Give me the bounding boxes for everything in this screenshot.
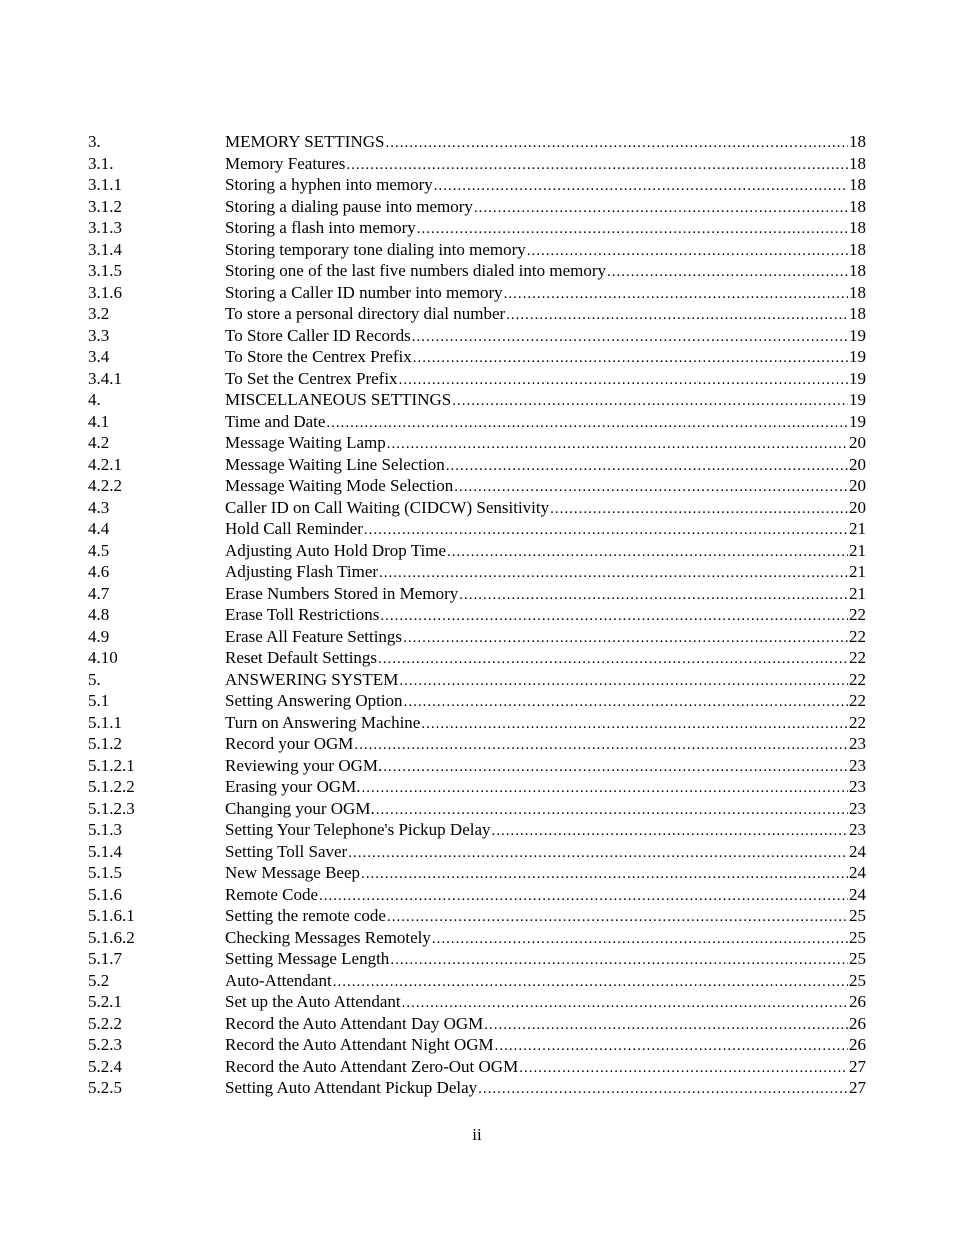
- toc-entry[interactable]: [88, 1056, 866, 1078]
- toc-entry[interactable]: [88, 368, 866, 390]
- toc-entry-page: 18: [849, 304, 866, 323]
- toc-entry-number: 4.: [88, 390, 101, 409]
- toc-entry-title: Record your OGM: [225, 734, 354, 753]
- dot-leader: [346, 155, 848, 177]
- toc-entry[interactable]: [88, 841, 866, 863]
- toc-entry[interactable]: [88, 798, 866, 820]
- toc-entry-title: To Set the Centrex Prefix: [225, 368, 398, 388]
- toc-entry-number: 3.1.4: [88, 239, 122, 259]
- dot-leader: [362, 778, 848, 800]
- toc-entry-number: 5.1.2.2: [88, 777, 135, 796]
- toc-entry[interactable]: [88, 712, 866, 734]
- toc-entry[interactable]: [88, 282, 866, 304]
- toc-entry-number: 4.8: [88, 605, 110, 624]
- toc-entry-title: Storing a hyphen into memory: [225, 175, 433, 194]
- toc-entry-number: 3.1.3: [88, 218, 122, 237]
- toc-entry-page: 22: [849, 691, 866, 710]
- toc-entry-page: 19: [849, 325, 866, 345]
- toc-entry-title: Setting Toll Saver: [225, 841, 348, 861]
- dot-leader: [361, 864, 848, 886]
- toc-entry[interactable]: [88, 153, 866, 175]
- toc-entry[interactable]: [88, 174, 866, 196]
- toc-entry-title: Record the Auto Attendant Day OGM: [225, 1013, 484, 1033]
- toc-entry-number: 5.1.2: [88, 734, 122, 753]
- dot-leader: [326, 413, 848, 435]
- dot-leader: [376, 800, 848, 822]
- dot-leader: [506, 305, 848, 327]
- toc-entry-title: Time and Date: [225, 411, 326, 431]
- dot-leader: [492, 821, 848, 843]
- toc-entry[interactable]: [88, 819, 866, 841]
- dot-leader: [412, 327, 848, 349]
- toc-entry-page: 23: [849, 820, 866, 839]
- toc-entry-number: 5.1.5: [88, 863, 122, 882]
- toc-entry-title: Checking Messages Remotely: [225, 927, 431, 947]
- dot-leader: [607, 262, 848, 284]
- dot-leader: [383, 757, 848, 779]
- toc-entry[interactable]: [88, 454, 866, 476]
- toc-entry[interactable]: [88, 432, 866, 454]
- dot-leader: [387, 907, 848, 929]
- toc-entry-title: Auto-Attendant: [225, 970, 332, 990]
- toc-entry-page: 23: [849, 798, 866, 818]
- toc-entry-page: 26: [849, 1013, 866, 1033]
- dot-leader: [447, 542, 848, 564]
- dot-leader: [379, 563, 848, 585]
- toc-entry-number: 4.7: [88, 583, 110, 603]
- toc-entry-title: Remote Code: [225, 884, 319, 904]
- toc-entry-title: Changing your OGM.: [225, 798, 375, 818]
- toc-entry-title: Erase Toll Restrictions: [225, 605, 380, 624]
- dot-leader: [403, 628, 848, 650]
- toc-entry-title: Storing temporary tone dialing into memory: [225, 239, 526, 259]
- dot-leader: [550, 499, 848, 521]
- toc-entry[interactable]: [88, 260, 866, 282]
- toc-entry-number: 5.1.2.1: [88, 755, 135, 775]
- toc-entry[interactable]: [88, 196, 866, 218]
- toc-entry-number: 4.2.2: [88, 476, 122, 495]
- dot-leader: [459, 585, 848, 607]
- toc-entry-title: Erase All Feature Settings: [225, 626, 403, 646]
- toc-entry[interactable]: [88, 690, 866, 712]
- toc-entry-title: Message Waiting Line Selection: [225, 454, 445, 474]
- toc-entry-number: 5.2.5: [88, 1078, 122, 1097]
- toc-entry[interactable]: [88, 411, 866, 433]
- toc-entry[interactable]: [88, 604, 866, 626]
- dot-leader: [399, 370, 848, 392]
- toc-entry[interactable]: [88, 239, 866, 261]
- dot-leader: [380, 606, 848, 628]
- dot-leader: [354, 735, 848, 757]
- toc-entry-page: 22: [849, 648, 866, 667]
- toc-entry-number: 5.1.6: [88, 884, 122, 904]
- dot-leader: [404, 692, 848, 714]
- dot-leader: [387, 434, 848, 456]
- toc-entry-number: 4.5: [88, 540, 110, 560]
- toc-entry-page: 18: [849, 282, 866, 302]
- toc-entry-title: Message Waiting Mode Selection: [225, 476, 454, 495]
- toc-entry-title: To Store Caller ID Records: [225, 325, 411, 345]
- toc-entry-number: 3.1.1: [88, 175, 122, 194]
- toc-entry[interactable]: [88, 776, 866, 798]
- toc-entry-title: Storing a Caller ID number into memory: [225, 282, 503, 302]
- toc-entry[interactable]: [88, 518, 866, 540]
- toc-entry-number: 4.2.1: [88, 454, 122, 474]
- dot-leader: [399, 671, 848, 693]
- dot-leader: [402, 993, 848, 1015]
- toc-entry-number: 4.9: [88, 626, 110, 646]
- toc-entry-page: 21: [849, 562, 866, 581]
- toc-entry-number: 5.2: [88, 970, 110, 990]
- toc-entry-title: Caller ID on Call Waiting (CIDCW) Sensitivity: [225, 497, 550, 517]
- toc-entry-page: 24: [849, 863, 866, 882]
- toc-entry-title: Adjusting Flash Timer: [225, 562, 379, 581]
- table-of-contents: [88, 131, 866, 1099]
- toc-entry-number: 5.1.1: [88, 712, 122, 732]
- toc-entry[interactable]: [88, 755, 866, 777]
- toc-entry-number: 5.2.1: [88, 992, 122, 1011]
- toc-entry[interactable]: [88, 217, 866, 239]
- toc-entry-title: Hold Call Reminder: [225, 519, 363, 538]
- toc-entry-title: Record the Auto Attendant Night OGM: [225, 1035, 494, 1054]
- toc-entry-number: 5.1: [88, 691, 110, 710]
- toc-entry-title: Erase Numbers Stored in Memory: [225, 583, 459, 603]
- toc-entry-page: 19: [849, 411, 866, 431]
- toc-entry-number: 5.2.4: [88, 1056, 122, 1076]
- dot-leader: [504, 284, 848, 306]
- toc-entry-title: Storing a flash into memory: [225, 218, 416, 237]
- dot-leader: [385, 133, 848, 155]
- toc-entry-number: 4.6: [88, 562, 110, 581]
- toc-entry-title: Reviewing your OGM.: [225, 755, 383, 775]
- toc-entry-page: 22: [849, 669, 866, 689]
- toc-entry[interactable]: [88, 346, 866, 368]
- toc-entry-page: 25: [849, 949, 866, 968]
- dot-leader: [478, 1079, 848, 1101]
- toc-entry-page: 24: [849, 841, 866, 861]
- dot-leader: [364, 520, 848, 542]
- toc-entry[interactable]: [88, 733, 866, 755]
- toc-entry-page: 22: [849, 712, 866, 732]
- toc-entry-number: 5.: [88, 669, 101, 689]
- toc-entry-page: 24: [849, 884, 866, 904]
- toc-entry-title: Adjusting Auto Hold Drop Time: [225, 540, 447, 560]
- toc-entry-number: 3.1.: [88, 153, 114, 173]
- toc-entry-number: 5.1.7: [88, 949, 122, 968]
- toc-entry-title: Setting Your Telephone's Pickup Delay: [225, 820, 491, 839]
- toc-entry-page: 22: [849, 626, 866, 646]
- toc-entry[interactable]: [88, 647, 866, 669]
- toc-entry-page: 25: [849, 927, 866, 947]
- toc-entry[interactable]: [88, 669, 866, 691]
- toc-entry-number: 3.4.1: [88, 368, 122, 388]
- dot-leader: [390, 950, 848, 972]
- page-number: ii: [472, 1125, 482, 1144]
- toc-entry-page: 20: [849, 476, 866, 495]
- toc-entry[interactable]: [88, 325, 866, 347]
- toc-entry-number: 4.2: [88, 433, 110, 452]
- toc-entry-title: To Store the Centrex Prefix: [225, 347, 412, 366]
- toc-entry-number: 3.1.2: [88, 196, 122, 216]
- toc-entry[interactable]: [88, 1077, 866, 1099]
- dot-leader: [378, 649, 848, 671]
- toc-entry[interactable]: [88, 927, 866, 949]
- toc-entry-number: 5.1.6.1: [88, 906, 135, 925]
- toc-entry-page: 23: [849, 734, 866, 753]
- dot-leader: [484, 1015, 848, 1037]
- toc-entry[interactable]: [88, 583, 866, 605]
- toc-entry-number: 5.1.6.2: [88, 927, 135, 947]
- toc-entry[interactable]: [88, 1013, 866, 1035]
- toc-entry-page: 18: [849, 196, 866, 216]
- toc-entry-title: ANSWERING SYSTEM: [225, 669, 399, 689]
- toc-entry-title: Turn on Answering Machine: [225, 712, 421, 732]
- toc-entry-number: 4.3: [88, 497, 110, 517]
- toc-entry-number: 3.1.5: [88, 261, 122, 280]
- toc-entry-number: 4.1: [88, 411, 110, 431]
- toc-entry[interactable]: [88, 884, 866, 906]
- toc-entry-page: 23: [849, 755, 866, 775]
- toc-entry-page: 18: [849, 261, 866, 280]
- toc-entry-page: 19: [849, 347, 866, 366]
- toc-entry-page: 19: [849, 368, 866, 388]
- toc-entry-page: 25: [849, 970, 866, 990]
- toc-entry-page: 20: [849, 497, 866, 517]
- dot-leader: [417, 219, 848, 241]
- toc-entry[interactable]: [88, 1034, 866, 1056]
- dot-leader: [474, 198, 848, 220]
- toc-entry-page: 25: [849, 906, 866, 925]
- toc-entry-page: 26: [849, 992, 866, 1011]
- toc-entry-number: 4.10: [88, 648, 118, 667]
- toc-entry-title: To store a personal directory dial number: [225, 304, 506, 323]
- toc-entry-title: Storing one of the last five numbers dialed into memory: [225, 261, 607, 280]
- toc-entry[interactable]: [88, 862, 866, 884]
- toc-entry-page: 20: [849, 454, 866, 474]
- toc-entry-title: MISCELLANEOUS SETTINGS: [225, 390, 452, 409]
- dot-leader: [319, 886, 848, 908]
- toc-entry-page: 26: [849, 1035, 866, 1054]
- dot-leader: [527, 241, 848, 263]
- toc-entry-title: New Message Beep: [225, 863, 361, 882]
- toc-entry-page: 21: [849, 583, 866, 603]
- toc-entry-page: 20: [849, 433, 866, 452]
- toc-entry-title: Setting Auto Attendant Pickup Delay: [225, 1078, 478, 1097]
- toc-entry-number: 3.1.6: [88, 282, 122, 302]
- toc-entry-page: 23: [849, 777, 866, 796]
- toc-entry-number: 5.2.2: [88, 1013, 122, 1033]
- toc-entry-page: 18: [849, 153, 866, 173]
- toc-entry[interactable]: [88, 991, 866, 1013]
- dot-leader: [446, 456, 848, 478]
- toc-entry-title: Record the Auto Attendant Zero-Out OGM: [225, 1056, 519, 1076]
- toc-entry-page: 27: [849, 1078, 866, 1097]
- toc-entry-number: 3.4: [88, 347, 110, 366]
- toc-entry-page: 18: [849, 218, 866, 237]
- toc-entry-number: 3.2: [88, 304, 110, 323]
- toc-entry-title: Reset Default Settings: [225, 648, 378, 667]
- toc-entry-title: Setting the remote code: [225, 906, 386, 925]
- toc-entry-page: 18: [849, 132, 866, 151]
- toc-entry[interactable]: [88, 303, 866, 325]
- toc-entry[interactable]: [88, 475, 866, 497]
- toc-entry[interactable]: [88, 497, 866, 519]
- toc-entry[interactable]: [88, 970, 866, 992]
- toc-entry[interactable]: [88, 561, 866, 583]
- toc-entry-page: 22: [849, 605, 866, 624]
- toc-entry-title: Memory Features: [225, 153, 346, 173]
- toc-entry-number: 3.: [88, 132, 101, 151]
- toc-entry-title: Setting Answering Option: [225, 691, 403, 710]
- toc-entry-title: Setting Message Length: [225, 949, 390, 968]
- toc-entry-number: 5.2.3: [88, 1035, 122, 1054]
- dot-leader: [495, 1036, 848, 1058]
- toc-entry-number: 5.1.2.3: [88, 798, 135, 818]
- toc-entry-number: 3.3: [88, 325, 110, 345]
- toc-entry-title: Storing a dialing pause into memory: [225, 196, 473, 216]
- toc-entry-title: Erasing your OGM.: [225, 777, 361, 796]
- toc-entry-page: 21: [849, 540, 866, 560]
- toc-entry[interactable]: [88, 948, 866, 970]
- dot-leader: [452, 391, 848, 413]
- toc-entry[interactable]: [88, 389, 866, 411]
- toc-entry-number: 4.4: [88, 519, 110, 538]
- dot-leader: [413, 348, 848, 370]
- toc-entry-page: 21: [849, 519, 866, 538]
- toc-entry-number: 5.1.3: [88, 820, 122, 839]
- toc-entry-title: Message Waiting Lamp: [225, 433, 386, 452]
- toc-entry-page: 18: [849, 239, 866, 259]
- toc-entry-page: 19: [849, 390, 866, 409]
- toc-entry-page: 18: [849, 175, 866, 194]
- dot-leader: [519, 1058, 848, 1080]
- toc-entry[interactable]: [88, 540, 866, 562]
- dot-leader: [454, 477, 848, 499]
- toc-entry-number: 5.1.4: [88, 841, 122, 861]
- dot-leader: [434, 176, 848, 198]
- dot-leader: [348, 843, 848, 865]
- toc-entry[interactable]: [88, 905, 866, 927]
- dot-leader: [421, 714, 848, 736]
- dot-leader: [432, 929, 848, 951]
- toc-entry-title: Set up the Auto Attendant: [225, 992, 401, 1011]
- toc-entry[interactable]: [88, 626, 866, 648]
- dot-leader: [333, 972, 848, 994]
- toc-entry-title: MEMORY SETTINGS: [225, 132, 385, 151]
- toc-entry-page: 27: [849, 1056, 866, 1076]
- toc-entry[interactable]: [88, 131, 866, 153]
